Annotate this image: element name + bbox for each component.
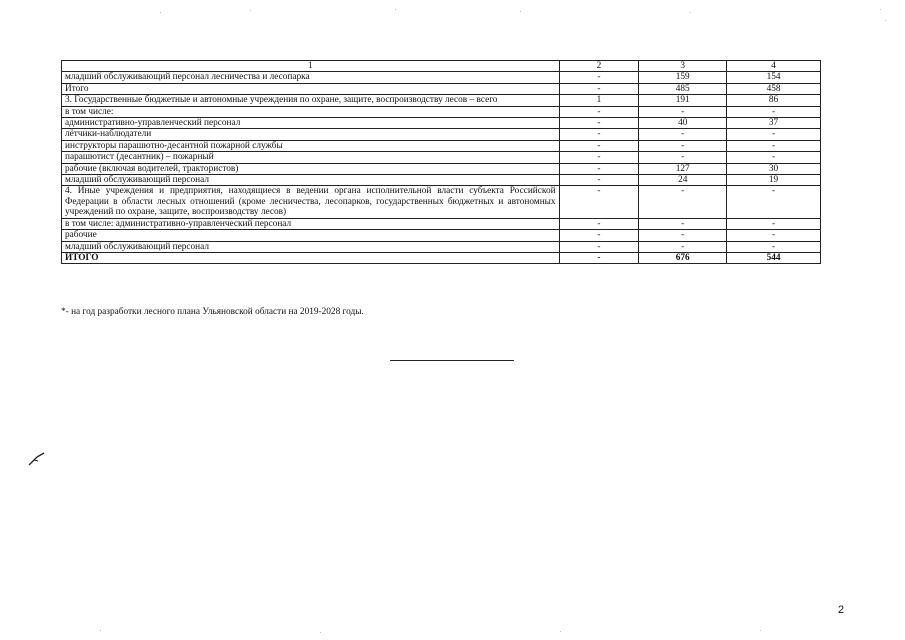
row-value-col3: - bbox=[639, 152, 727, 163]
row-value-col2: - bbox=[559, 140, 639, 151]
table-row bbox=[62, 163, 821, 174]
row-value-col2: - bbox=[559, 118, 639, 129]
row-value-col4: - bbox=[727, 186, 821, 218]
table-row bbox=[62, 140, 821, 151]
row-value-col3: - bbox=[639, 230, 727, 241]
table-row bbox=[62, 230, 821, 241]
row-label: 4. Иные учреждения и предприятия, находящиеся в ведении органа исполнительной власти субъекта Российской Федерации в области лесных отношений (кроме лесничества, лесопарков, государственных бюджетных и автономных учреждений по охране, защите, воспроизводству лесов) bbox=[62, 186, 560, 218]
row-value-col2: - bbox=[559, 175, 639, 186]
table-row bbox=[62, 95, 821, 106]
total-value-col3: 676 bbox=[639, 252, 727, 263]
row-label: младший обслуживающий персонал bbox=[62, 175, 560, 186]
row-value-col3: 485 bbox=[639, 83, 727, 94]
table-row bbox=[62, 218, 821, 229]
row-label: в том числе: административно-управленческий персонал bbox=[62, 218, 560, 229]
row-value-col4: 86 bbox=[727, 95, 821, 106]
row-value-col2: - bbox=[559, 152, 639, 163]
row-value-col3: 191 bbox=[639, 95, 727, 106]
row-value-col4: 37 bbox=[727, 118, 821, 129]
row-label: в том числе: bbox=[62, 106, 560, 117]
header-cell-1: 1 bbox=[62, 61, 560, 72]
row-value-col4: - bbox=[727, 140, 821, 151]
table-row bbox=[62, 152, 821, 163]
row-value-col2: - bbox=[559, 83, 639, 94]
total-row bbox=[62, 252, 821, 263]
page-number: 2 bbox=[838, 604, 845, 616]
row-value-col3: 40 bbox=[639, 118, 727, 129]
header-cell-4: 4 bbox=[727, 61, 821, 72]
row-label: парашютист (десантник) – пожарный bbox=[62, 152, 560, 163]
row-value-col3: 127 bbox=[639, 163, 727, 174]
footnote: *- на год разработки лесного плана Ульяновской области на 2019-2028 годы. bbox=[61, 307, 364, 317]
row-value-col4: - bbox=[727, 129, 821, 140]
row-value-col3: - bbox=[639, 241, 727, 252]
row-value-col4: - bbox=[727, 230, 821, 241]
row-label: младший обслуживающий персонал лесничества и лесопарка bbox=[62, 72, 560, 83]
row-value-col2: - bbox=[559, 163, 639, 174]
row-label: инструкторы парашютно-десантной пожарной службы bbox=[62, 140, 560, 151]
row-value-col3: - bbox=[639, 186, 727, 218]
table-row bbox=[62, 241, 821, 252]
row-value-col2: - bbox=[559, 72, 639, 83]
row-label: младший обслуживающий персонал bbox=[62, 241, 560, 252]
row-value-col3: - bbox=[639, 129, 727, 140]
row-value-col4: - bbox=[727, 106, 821, 117]
staff-table bbox=[61, 60, 821, 264]
row-value-col3: 159 bbox=[639, 72, 727, 83]
row-value-col3: - bbox=[639, 106, 727, 117]
row-label: 3. Государственные бюджетные и автономные учреждения по охране, защите, воспроизводству лесов – всего bbox=[62, 95, 560, 106]
row-value-col2: 1 bbox=[559, 95, 639, 106]
table-row bbox=[62, 106, 821, 117]
row-value-col2: - bbox=[559, 186, 639, 218]
pen-mark-icon bbox=[28, 452, 46, 466]
total-value-col2: - bbox=[559, 252, 639, 263]
header-cell-3: 3 bbox=[639, 61, 727, 72]
table-row bbox=[62, 186, 821, 218]
separator-line bbox=[390, 360, 514, 361]
row-value-col4: 30 bbox=[727, 163, 821, 174]
row-value-col4: - bbox=[727, 218, 821, 229]
table-header-row bbox=[62, 61, 821, 72]
row-value-col3: - bbox=[639, 140, 727, 151]
row-value-col2: - bbox=[559, 106, 639, 117]
row-value-col4: 458 bbox=[727, 83, 821, 94]
row-value-col2: - bbox=[559, 218, 639, 229]
header-cell-2: 2 bbox=[559, 61, 639, 72]
row-label: лётчики-наблюдатели bbox=[62, 129, 560, 140]
row-label: рабочие bbox=[62, 230, 560, 241]
table-row bbox=[62, 175, 821, 186]
row-value-col4: - bbox=[727, 152, 821, 163]
row-value-col3: - bbox=[639, 218, 727, 229]
row-value-col2: - bbox=[559, 230, 639, 241]
row-value-col4: 19 bbox=[727, 175, 821, 186]
row-value-col3: 24 bbox=[639, 175, 727, 186]
table-row bbox=[62, 129, 821, 140]
row-value-col2: - bbox=[559, 241, 639, 252]
table-row bbox=[62, 118, 821, 129]
row-label: Итого bbox=[62, 83, 560, 94]
row-value-col2: - bbox=[559, 129, 639, 140]
total-value-col4: 544 bbox=[727, 252, 821, 263]
total-label: ИТОГО bbox=[62, 252, 560, 263]
row-label: рабочие (включая водителей, трактористов) bbox=[62, 163, 560, 174]
table-row bbox=[62, 83, 821, 94]
row-value-col4: 154 bbox=[727, 72, 821, 83]
table-row bbox=[62, 72, 821, 83]
row-value-col4: - bbox=[727, 241, 821, 252]
row-label: административно-управленческий персонал bbox=[62, 118, 560, 129]
